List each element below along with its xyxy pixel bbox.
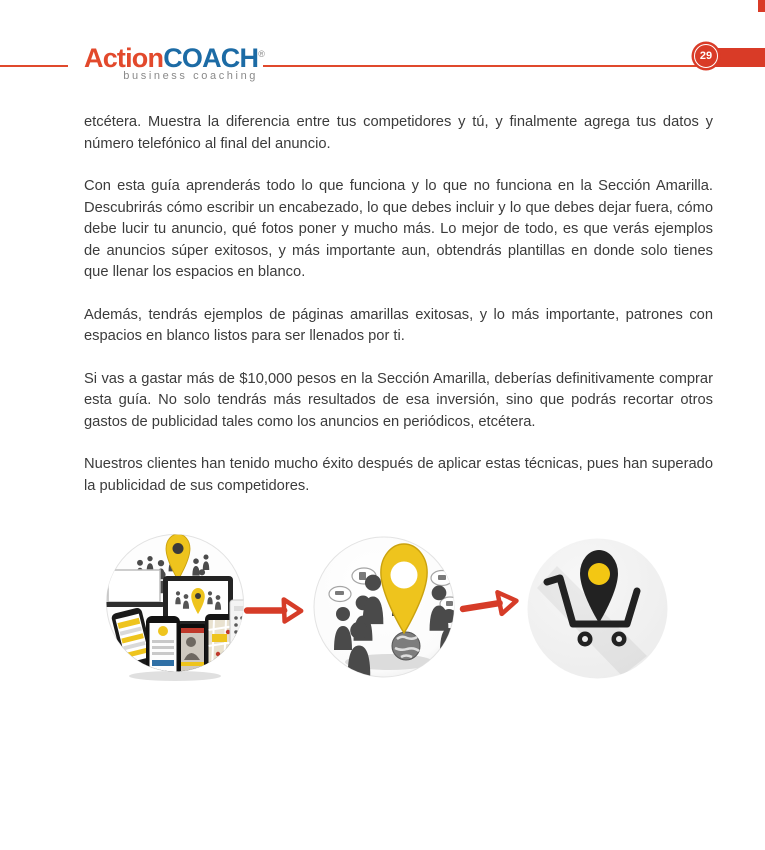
- header-rule-right: [263, 65, 712, 67]
- registered-mark: ®: [258, 49, 265, 59]
- audience-map-pin-globe-icon: [313, 536, 455, 683]
- shopping-cart-map-pin-icon: [527, 538, 668, 684]
- red-arrow-right-icon: [457, 582, 525, 633]
- body-copy: [84, 112, 713, 518]
- actioncoach-logo: [84, 40, 265, 82]
- paragraph: Además, tendrás ejemplos de páginas amarillas exitosas, y lo más importante, patrones con espacios en blanco listos para ser llenados por ti.: [84, 306, 713, 344]
- page-number: 29: [699, 50, 713, 62]
- page-number-band: [710, 48, 765, 67]
- corner-red-tab: [758, 0, 765, 12]
- logo-tagline: business coaching: [123, 70, 258, 82]
- paragraph: etcétera. Muestra la diferencia entre tus competidores y tú, y finalmente agrega tus datos y número telefónico al final del anuncio.: [84, 114, 713, 152]
- page-number-badge: [694, 44, 718, 68]
- logo-word-coach: COACH: [163, 43, 259, 73]
- logo-wordmark: [84, 40, 265, 73]
- logo-word-action: Action: [84, 43, 164, 73]
- process-figure: [0, 533, 765, 703]
- paragraph: Con esta guía aprenderás todo lo que funciona y lo que no funciona en la Sección Amarilla. Descubrirás cómo escribir un encabezado, lo que debes incluir y lo que debes dejar fuera, cómo debe lucir tu anuncio, qué fotos poner y mucho más. Lo mejor de todo, es que verás ejemplos de anuncios súper exitosos, y más importante aun, obtendrás plantillas en donde solo tienes que llenar los espacios en blanco.: [84, 178, 713, 280]
- header-rule-left: [0, 65, 68, 67]
- marketing-devices-collage-icon: [106, 534, 244, 687]
- paragraph: Nuestros clientes han tenido mucho éxito después de aplicar estas técnicas, pues han superado la publicidad de sus competidores.: [84, 456, 713, 494]
- red-arrow-right-icon: [242, 589, 308, 637]
- paragraph: Si vas a gastar más de $10,000 pesos en la Sección Amarilla, deberías definitivamente comprar esta guía. No solo tendrás más resultados de esa inversión, sino que podrás recortar otros gastos de publicidad tales como los anuncios en periódicos, etcétera.: [84, 370, 713, 430]
